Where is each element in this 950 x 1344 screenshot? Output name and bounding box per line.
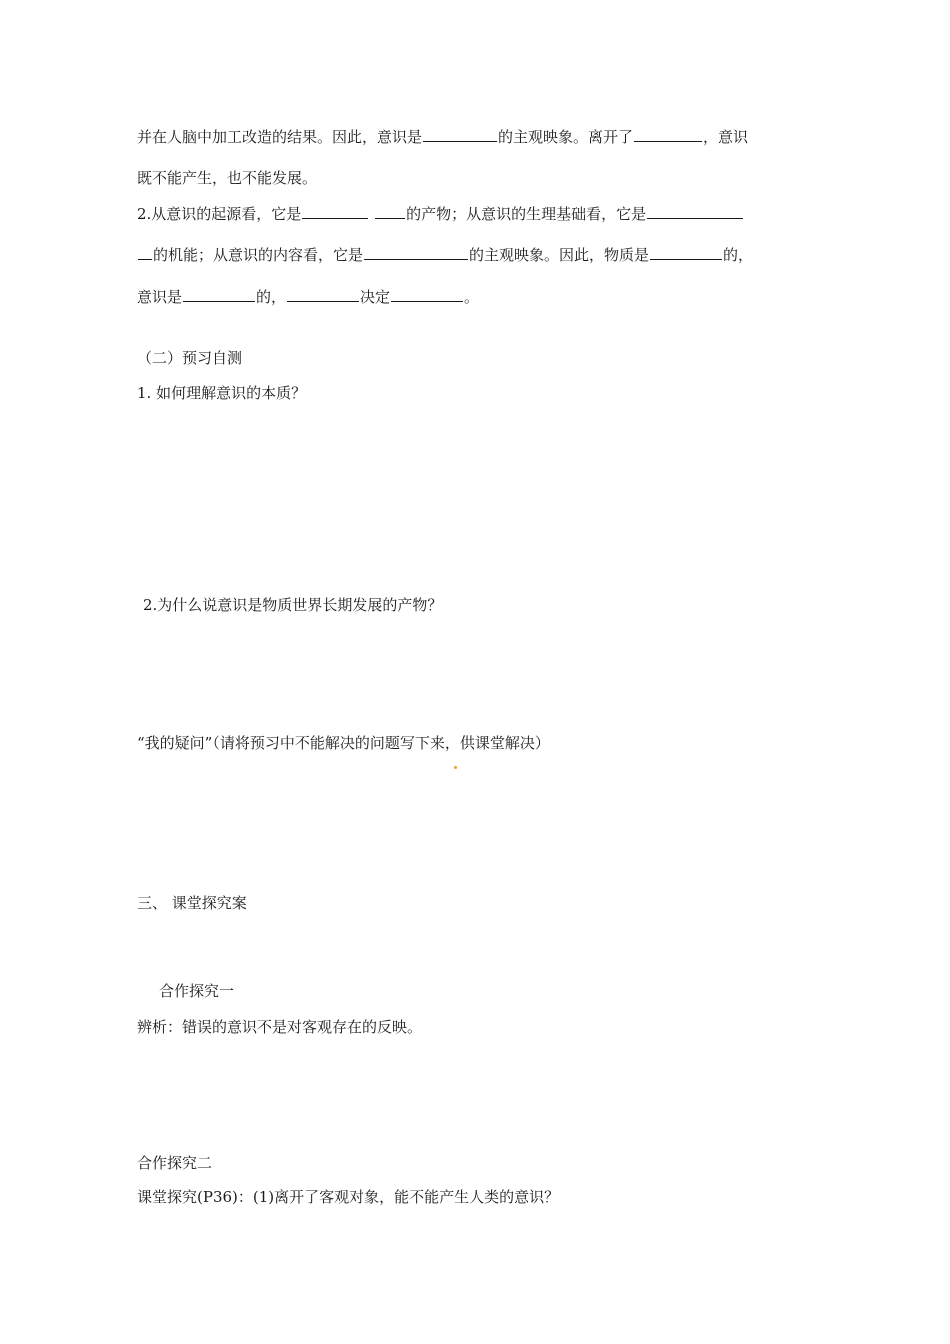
fill-blank[interactable]	[183, 286, 255, 302]
para1-line1	[137, 126, 748, 147]
coop-1-heading: 合作探究一	[159, 982, 235, 1000]
self-test-heading: （二）预习自测	[137, 349, 243, 367]
text: 的，	[256, 288, 287, 306]
para2-line3	[137, 286, 479, 307]
text: ，意识	[703, 128, 749, 146]
fill-blank[interactable]	[138, 244, 152, 260]
fill-blank[interactable]	[287, 286, 359, 302]
fill-blank[interactable]	[647, 203, 743, 219]
para2-line1	[137, 203, 744, 224]
coop-2-heading: 合作探究二	[137, 1154, 213, 1172]
para1-line2: 既不能产生，也不能发展。	[137, 169, 318, 187]
para2-line2	[137, 244, 753, 265]
text: 的主观映象。离开了	[498, 128, 634, 146]
text: 。	[464, 288, 480, 306]
section-3-heading: 三、 课堂探究案	[137, 894, 247, 912]
question-1: 1. 如何理解意识的本质？	[137, 384, 307, 402]
fill-blank[interactable]	[391, 286, 463, 302]
my-doubt: “我的疑问”（请将预习中不能解决的问题写下来，供课堂解决）	[137, 734, 550, 752]
stray-dot	[454, 766, 457, 769]
fill-blank[interactable]	[650, 244, 722, 260]
coop-2-text: 课堂探究(P36)：(1)离开了客观对象，能不能产生人类的意识？	[137, 1188, 560, 1206]
text: 的主观映象。因此，物质是	[469, 246, 650, 264]
fill-blank[interactable]	[302, 203, 368, 219]
text: 的产物；从意识的生理基础看，它是	[406, 205, 647, 223]
text: 的，	[723, 246, 754, 264]
fill-blank[interactable]	[364, 244, 468, 260]
text: 的机能；从意识的内容看，它是	[153, 246, 364, 264]
text: 2.从意识的起源看，它是	[137, 205, 302, 223]
text: 决定	[360, 288, 391, 306]
coop-1-text: 辨析：错误的意识不是对客观存在的反映。	[137, 1018, 423, 1036]
fill-blank[interactable]	[634, 126, 702, 142]
fill-blank[interactable]	[423, 126, 497, 142]
question-2: 2.为什么说意识是物质世界长期发展的产物？	[143, 596, 443, 614]
fill-blank[interactable]	[375, 203, 405, 219]
text: 并在人脑中加工改造的结果。因此，意识是	[137, 128, 423, 146]
text: 意识是	[137, 288, 183, 306]
